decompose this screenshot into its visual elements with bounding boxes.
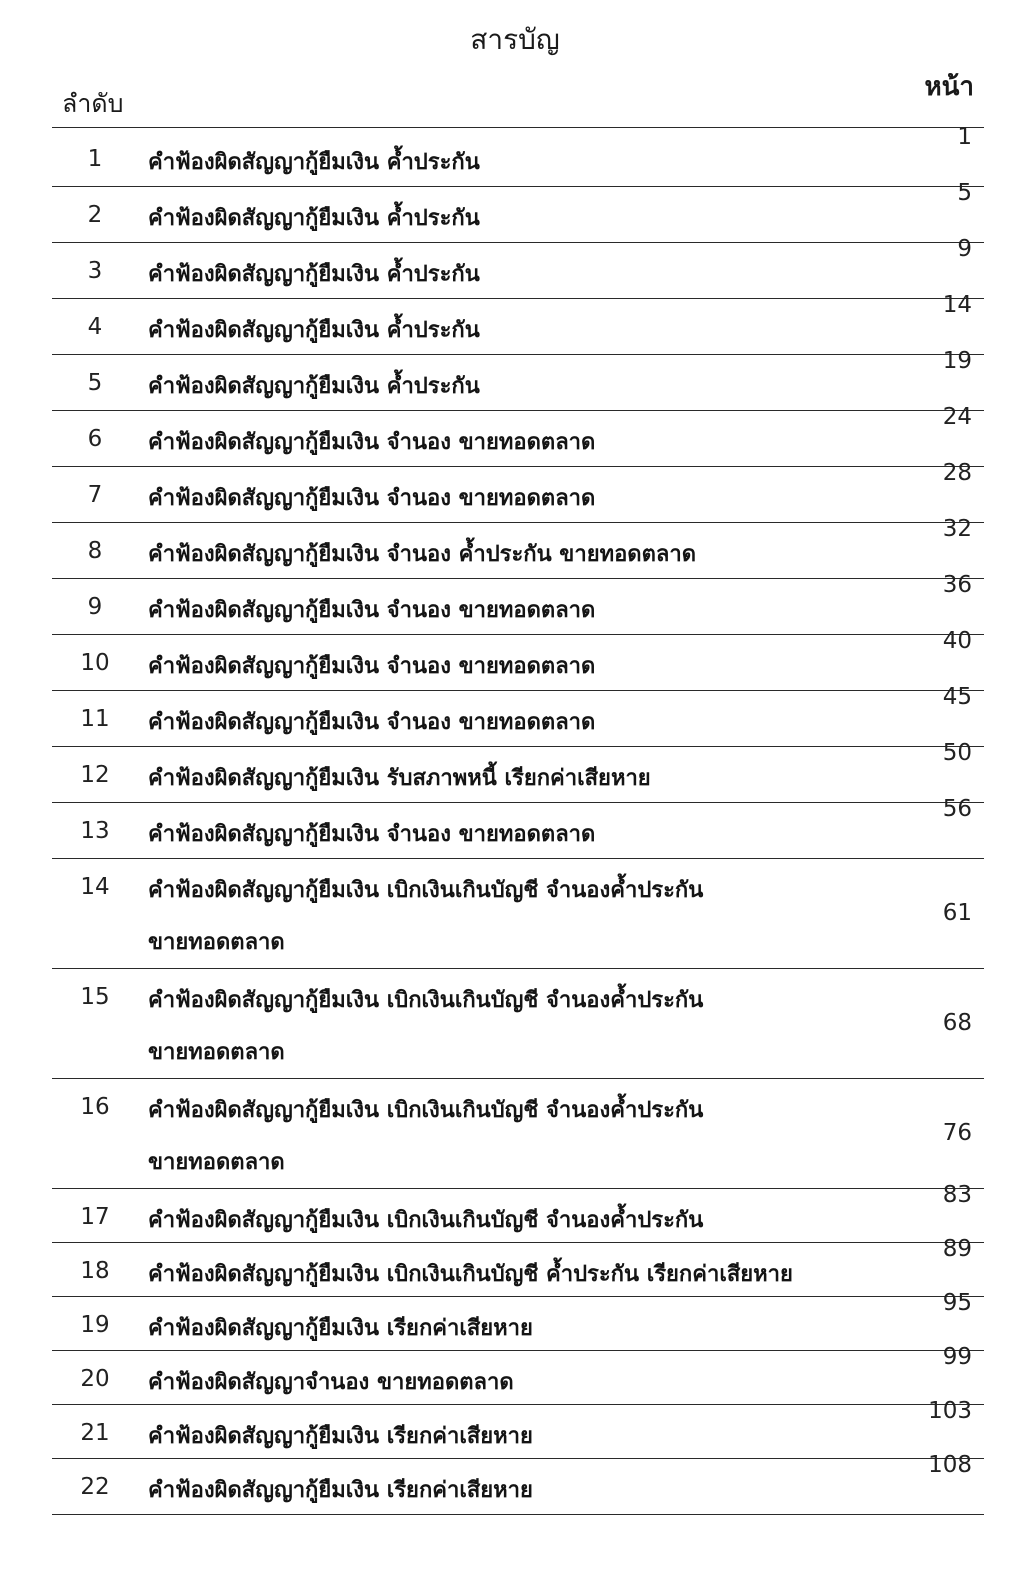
toc-entry-title: คำฟ้องผิดสัญญากู้ยืมเงิน เบิกเงินเกินบัญชี จำนองค้ำประกัน (148, 1208, 704, 1233)
toc-entry-title: คำฟ้องผิดสัญญากู้ยืมเงิน จำนอง ขายทอดตลาด (148, 486, 596, 511)
toc-entry-title: คำฟ้องผิดสัญญากู้ยืมเงิน จำนอง ค้ำประกัน ขายทอดตลาด (148, 542, 697, 567)
toc-entry-title: คำฟ้องผิดสัญญากู้ยืมเงิน เบิกเงินเกินบัญชี จำนองค้ำประกัน (148, 1098, 704, 1123)
toc-entry-number: 11 (80, 706, 110, 732)
toc-entry-title: คำฟ้องผิดสัญญากู้ยืมเงิน จำนอง ขายทอดตลาด (148, 654, 596, 679)
toc-entry-title: คำฟ้องผิดสัญญากู้ยืมเงิน จำนอง ขายทอดตลาด (148, 430, 596, 455)
toc-entry-number: 12 (80, 762, 110, 788)
toc-entry-number: 3 (87, 258, 103, 284)
toc-entry-title: คำฟ้องผิดสัญญากู้ยืมเงิน เรียกค่าเสียหาย (148, 1424, 533, 1449)
toc-entry (0, 1344, 1030, 1404)
toc-entry-page: 103 (928, 1398, 972, 1424)
toc-entry-title: คำฟ้องผิดสัญญากู้ยืมเงิน จำนอง ขายทอดตลาด (148, 822, 596, 847)
toc-entry-page: 9 (957, 236, 972, 262)
toc-entry-title: คำฟ้องผิดสัญญากู้ยืมเงิน ค้ำประกัน (148, 150, 480, 175)
toc-entry (0, 516, 1030, 578)
toc-entry-number: 1 (87, 146, 103, 172)
toc-entry-page: 99 (942, 1344, 972, 1370)
toc-entry-number: 16 (80, 1094, 110, 1120)
toc-entry-number: 18 (80, 1258, 110, 1284)
toc-entry-page: 108 (928, 1452, 972, 1478)
toc-entry-title-continued: ขายทอดตลาด (148, 1150, 285, 1175)
toc-entry-page: 56 (942, 796, 972, 822)
toc-entry-title: คำฟ้องผิดสัญญากู้ยืมเงิน ค้ำประกัน (148, 318, 480, 343)
toc-entry (0, 236, 1030, 298)
toc-entry-page: 50 (942, 740, 972, 766)
toc-entry-number: 17 (80, 1204, 110, 1230)
toc-entry-title: คำฟ้องผิดสัญญากู้ยืมเงิน เบิกเงินเกินบัญชี จำนองค้ำประกัน (148, 878, 704, 903)
toc-entry-page: 19 (942, 348, 972, 374)
toc-entry-page: 32 (942, 516, 972, 542)
toc-entry-number: 20 (80, 1366, 110, 1392)
toc-entry-page: 61 (942, 900, 972, 926)
toc-entry (0, 1398, 1030, 1458)
toc-entry-page: 68 (942, 1010, 972, 1036)
toc-entry-number: 21 (80, 1420, 110, 1446)
toc-entry (0, 968, 1030, 1078)
column-header-page: หน้า (924, 72, 974, 102)
toc-entry-page: 89 (942, 1236, 972, 1262)
toc-entry-title: คำฟ้องผิดสัญญากู้ยืมเงิน ค้ำประกัน (148, 206, 480, 231)
toc-entry-title: คำฟ้องผิดสัญญากู้ยืมเงิน เบิกเงินเกินบัญชี ค้ำประกัน เรียกค่าเสียหาย (148, 1262, 793, 1287)
toc-entry (0, 1452, 1030, 1514)
toc-entry-title: คำฟ้องผิดสัญญากู้ยืมเงิน เรียกค่าเสียหาย (148, 1316, 533, 1341)
toc-entry-number: 6 (87, 426, 103, 452)
toc-entry (0, 684, 1030, 746)
toc-entry-title: คำฟ้องผิดสัญญากู้ยืมเงิน เบิกเงินเกินบัญชี จำนองค้ำประกัน (148, 988, 704, 1013)
toc-entry-page: 95 (942, 1290, 972, 1316)
toc-entry-page: 36 (942, 572, 972, 598)
toc-entry (0, 180, 1030, 242)
toc-entry-page: 1 (957, 124, 972, 150)
toc-entry-page: 5 (957, 180, 972, 206)
header-rule (52, 127, 984, 128)
toc-entry (0, 740, 1030, 802)
toc-entry-number: 8 (87, 538, 103, 564)
toc-entry-title: คำฟ้องผิดสัญญากู้ยืมเงิน จำนอง ขายทอดตลาด (148, 598, 596, 623)
toc-entry-page: 24 (942, 404, 972, 430)
toc-entry-title: คำฟ้องผิดสัญญากู้ยืมเงิน รับสภาพหนี้ เรียกค่าเสียหาย (148, 766, 651, 791)
toc-entry (0, 858, 1030, 968)
toc-entry (0, 1236, 1030, 1296)
toc-entry (0, 1078, 1030, 1188)
toc-entry (0, 292, 1030, 354)
toc-entry (0, 348, 1030, 410)
toc-entry-page: 76 (942, 1120, 972, 1146)
toc-entry-title: คำฟ้องผิดสัญญากู้ยืมเงิน เรียกค่าเสียหาย (148, 1478, 533, 1503)
toc-entry (0, 1290, 1030, 1350)
toc-entry-number: 10 (80, 650, 110, 676)
toc-entry-title: คำฟ้องผิดสัญญาจำนอง ขายทอดตลาด (148, 1370, 514, 1395)
toc-entry (0, 1182, 1030, 1242)
toc-entry-number: 22 (80, 1474, 110, 1500)
toc-entry-title-continued: ขายทอดตลาด (148, 1040, 285, 1065)
toc-entry (0, 572, 1030, 634)
toc-entry-title: คำฟ้องผิดสัญญากู้ยืมเงิน ค้ำประกัน (148, 262, 480, 287)
toc-entry-number: 19 (80, 1312, 110, 1338)
toc-entry-number: 7 (87, 482, 103, 508)
toc-entry-title: คำฟ้องผิดสัญญากู้ยืมเงิน จำนอง ขายทอดตลาด (148, 710, 596, 735)
toc-entry-number: 5 (87, 370, 103, 396)
toc-entry (0, 404, 1030, 466)
toc-entry-number: 2 (87, 202, 103, 228)
toc-entry-number: 4 (87, 314, 103, 340)
toc-entry-page: 40 (942, 628, 972, 654)
toc-entry (0, 628, 1030, 690)
toc-entry (0, 796, 1030, 858)
toc-entry-page: 45 (942, 684, 972, 710)
toc-entry (0, 460, 1030, 522)
toc-entry-page: 28 (942, 460, 972, 486)
toc-entry-page: 83 (942, 1182, 972, 1208)
toc-entry-title: คำฟ้องผิดสัญญากู้ยืมเงิน ค้ำประกัน (148, 374, 480, 399)
toc-entry-number: 9 (87, 594, 103, 620)
page-title: สารบัญ (470, 23, 560, 56)
toc-entry-title-continued: ขายทอดตลาด (148, 930, 285, 955)
toc-entry-page: 14 (942, 292, 972, 318)
toc-entry-number: 13 (80, 818, 110, 844)
toc-entry-number: 15 (80, 984, 110, 1010)
toc-entry (0, 124, 1030, 186)
toc-entry-number: 14 (80, 874, 110, 900)
entry-divider (52, 1514, 984, 1515)
column-header-number: ลำดับ (62, 89, 124, 118)
